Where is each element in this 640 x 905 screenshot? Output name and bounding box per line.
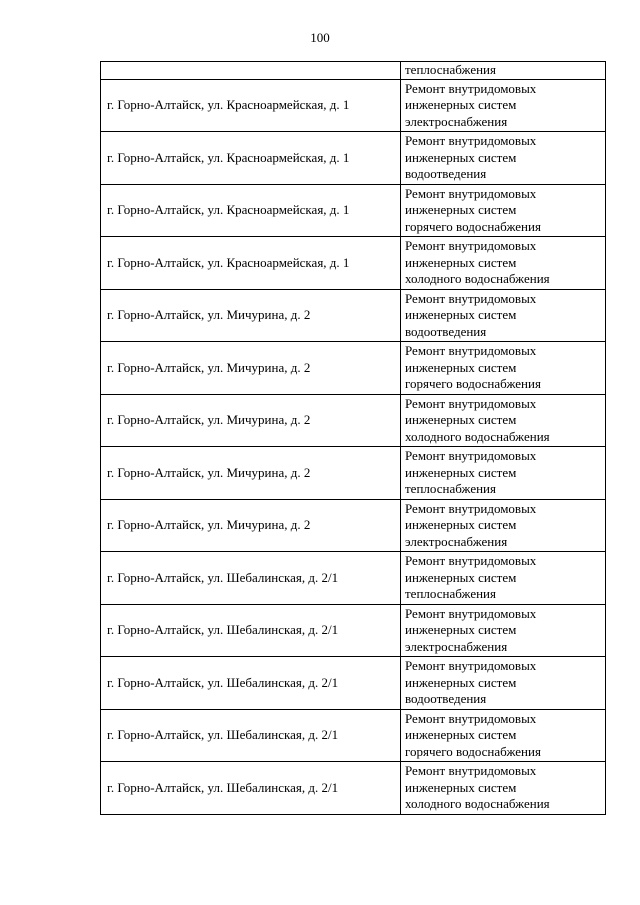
table-row: [101, 289, 606, 342]
table-row: [101, 62, 606, 80]
address-cell: г. Горно-Алтайск, ул. Шебалинская, д. 2/1: [101, 552, 401, 605]
work-line: электроснабжения: [405, 113, 508, 129]
address-cell: г. Горно-Алтайск, ул. Красноармейская, д. 1: [101, 184, 401, 237]
work-line: электроснабжения: [405, 533, 508, 549]
work-line: Ремонт внутридомовых: [405, 80, 537, 96]
work-line: Ремонт внутридомовых: [405, 395, 537, 411]
work-line: инженерных систем: [405, 254, 517, 270]
address-cell: г. Горно-Алтайск, ул. Красноармейская, д. 1: [101, 132, 401, 185]
work-line: инженерных систем: [405, 569, 517, 585]
work-line: инженерных систем: [405, 97, 517, 112]
work-line: Ремонт внутридомовых: [405, 710, 537, 726]
work-line: Ремонт внутридомовых: [405, 290, 537, 306]
table-row: [101, 604, 606, 657]
table-row: [101, 499, 606, 552]
work-line: Ремонт внутридомовых: [405, 553, 537, 568]
table-row: [101, 237, 606, 290]
work-line: инженерных систем: [405, 149, 517, 165]
work-line: Ремонт внутридомовых: [405, 238, 537, 253]
work-line: инженерных систем: [405, 622, 517, 637]
work-line: холодного водоснабжения: [405, 796, 550, 811]
work-line: горячего водоснабжения: [405, 376, 541, 391]
work-line: инженерных систем: [405, 779, 517, 795]
work-line: водоотведения: [405, 166, 487, 181]
table-row: [101, 184, 606, 237]
work-line: Ремонт внутридомовых: [405, 658, 537, 673]
page-number: 100: [310, 30, 330, 45]
works-table-body: [101, 62, 606, 815]
work-cell: [401, 762, 606, 815]
address-cell: г. Горно-Алтайск, ул. Шебалинская, д. 2/1: [101, 709, 401, 762]
address-cell: г. Горно-Алтайск, ул. Шебалинская, д. 2/1: [101, 762, 401, 815]
work-line: инженерных систем: [405, 464, 517, 480]
work-cell: [401, 552, 606, 605]
work-line: инженерных систем: [405, 359, 517, 375]
work-line: водоотведения: [405, 691, 487, 706]
address-cell: г. Горно-Алтайск, ул. Мичурина, д. 2: [101, 289, 401, 342]
work-line: Ремонт внутридомовых: [405, 605, 537, 621]
work-cell: [401, 394, 606, 447]
address-cell: г. Горно-Алтайск, ул. Мичурина, д. 2: [101, 342, 401, 395]
work-line: водоотведения: [405, 323, 487, 339]
work-line: инженерных систем: [405, 674, 517, 690]
address-cell: г. Горно-Алтайск, ул. Мичурина, д. 2: [101, 394, 401, 447]
work-line: Ремонт внутридомовых: [405, 343, 537, 358]
work-cell: [401, 657, 606, 710]
work-line: инженерных систем: [405, 517, 517, 532]
work-cell: [401, 289, 606, 342]
work-cell: теплоснабжения: [401, 62, 606, 80]
work-line: теплоснабжения: [405, 481, 496, 496]
work-cell: [401, 79, 606, 132]
table-row: [101, 447, 606, 500]
table-row: [101, 552, 606, 605]
work-line: инженерных систем: [405, 202, 517, 217]
work-line: инженерных систем: [405, 727, 517, 742]
works-table: [100, 61, 606, 815]
table-row: [101, 657, 606, 710]
work-line: Ремонт внутридомовых: [405, 500, 537, 516]
work-line: холодного водоснабжения: [405, 271, 550, 286]
work-line: электроснабжения: [405, 638, 508, 654]
address-cell: г. Горно-Алтайск, ул. Шебалинская, д. 2/1: [101, 604, 401, 657]
table-row: [101, 394, 606, 447]
work-line: Ремонт внутридомовых: [405, 133, 537, 148]
table-row: [101, 132, 606, 185]
work-cell: [401, 447, 606, 500]
work-cell: [401, 499, 606, 552]
work-line: Ремонт внутридомовых: [405, 763, 537, 778]
work-cell: [401, 604, 606, 657]
work-cell: [401, 237, 606, 290]
address-cell: г. Горно-Алтайск, ул. Мичурина, д. 2: [101, 499, 401, 552]
work-cell: [401, 709, 606, 762]
work-cell: [401, 132, 606, 185]
work-line: инженерных систем: [405, 307, 517, 322]
address-cell: г. Горно-Алтайск, ул. Красноармейская, д. 1: [101, 237, 401, 290]
table-row: [101, 762, 606, 815]
work-line: горячего водоснабжения: [405, 218, 541, 234]
work-line: горячего водоснабжения: [405, 743, 541, 759]
address-cell: [101, 62, 401, 80]
work-line: теплоснабжения: [405, 586, 496, 601]
work-line: Ремонт внутридомовых: [405, 185, 537, 201]
work-line: холодного водоснабжения: [405, 428, 550, 444]
table-row: [101, 342, 606, 395]
work-line: Ремонт внутридомовых: [405, 448, 537, 463]
work-cell: [401, 342, 606, 395]
table-row: [101, 709, 606, 762]
address-cell: г. Горно-Алтайск, ул. Мичурина, д. 2: [101, 447, 401, 500]
work-line: инженерных систем: [405, 412, 517, 427]
table-row: [101, 79, 606, 132]
address-cell: г. Горно-Алтайск, ул. Шебалинская, д. 2/1: [101, 657, 401, 710]
work-cell: [401, 184, 606, 237]
address-cell: г. Горно-Алтайск, ул. Красноармейская, д. 1: [101, 79, 401, 132]
